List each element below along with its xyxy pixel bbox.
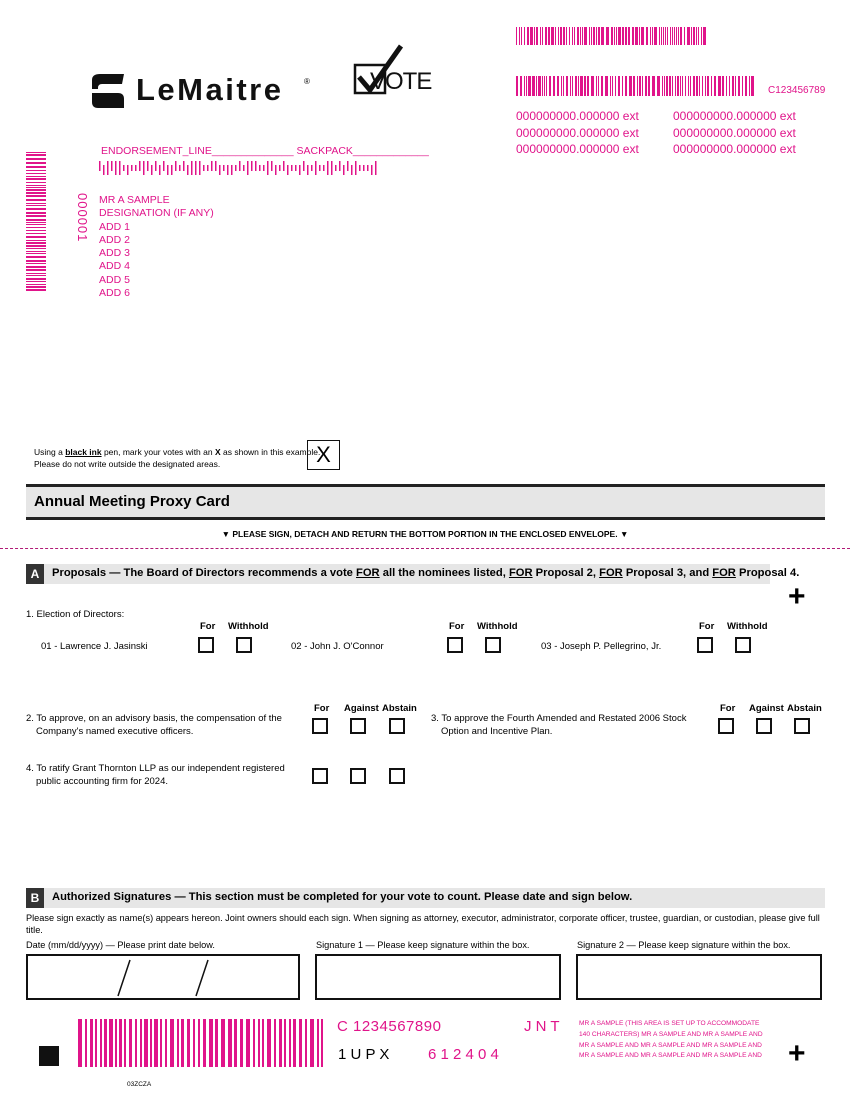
postal-barcode xyxy=(99,161,379,175)
election-label: 1. Election of Directors: xyxy=(26,609,125,620)
proposal-3-for-checkbox[interactable] xyxy=(718,718,734,734)
address-line: ADD 1 xyxy=(99,220,130,233)
abstain-header: Abstain xyxy=(787,703,822,714)
for-header: For xyxy=(200,621,216,632)
address-block xyxy=(99,194,214,300)
section-a-header xyxy=(26,564,800,584)
marking-instructions: Using a black ink pen, mark your votes with an X as shown in this example. Please do not write outside the designated areas. xyxy=(34,447,321,469)
nominee-02-for-checkbox[interactable] xyxy=(447,637,463,653)
signature-1-box[interactable] xyxy=(315,954,561,1000)
control-code: C123456789 xyxy=(768,85,826,96)
nominee-02-withhold-checkbox[interactable] xyxy=(485,637,501,653)
proposal-4-abstain-checkbox[interactable] xyxy=(389,768,405,784)
for-header: For xyxy=(720,703,736,714)
sequence-number: 000001 xyxy=(75,193,90,243)
vote-text: VOTE xyxy=(370,68,432,95)
vote-logo xyxy=(353,44,435,98)
section-b-title: Authorized Signatures — This section must be completed for your vote to count. Please date and sign below. xyxy=(52,891,633,903)
for-header: For xyxy=(314,703,330,714)
perforation-line xyxy=(0,548,850,549)
against-header: Against xyxy=(344,703,379,714)
nominee-02: 02 - John J. O'Connor xyxy=(291,641,384,652)
proposal-2-for-checkbox[interactable] xyxy=(312,718,328,734)
card-title: Annual Meeting Proxy Card xyxy=(34,493,230,510)
proposal-4-text: 4. To ratify Grant Thornton LLP as our independent registered public accounting firm for 2024. xyxy=(26,763,285,787)
proposal-3-text: 3. To approve the Fourth Amended and Restated 2006 Stock Option and Incentive Plan. xyxy=(431,713,687,737)
for-header: For xyxy=(449,621,465,632)
nominee-01-for-checkbox[interactable] xyxy=(198,637,214,653)
footer-upx: 1 U P X xyxy=(338,1046,390,1063)
plus-mark: + xyxy=(788,580,806,613)
registered-mark: ® xyxy=(304,77,310,86)
address-line: MR A SAMPLE xyxy=(99,194,170,206)
ext-col-2: 000000000.000000 ext 000000000.000000 ext 000000000.000000 ext xyxy=(673,109,796,156)
sig2-label: Signature 2 — Please keep signature within the box. xyxy=(577,940,791,950)
address-line: ADD 3 xyxy=(99,247,130,260)
section-b-header xyxy=(26,888,825,908)
abstain-header: Abstain xyxy=(382,703,417,714)
detach-notice: ▼ PLEASE SIGN, DETACH AND RETURN THE BOTTOM PORTION IN THE ENCLOSED ENVELOPE. ▼ xyxy=(221,529,629,539)
signature-2-box[interactable] xyxy=(576,954,822,1000)
section-a-title: Proposals — The Board of Directors recommends a vote FOR all the nominees listed, FOR Proposal 2, FOR Proposal 3, and FOR Proposal 4. xyxy=(52,567,800,579)
address-line: ADD 4 xyxy=(99,260,130,273)
example-x-mark: X xyxy=(316,442,331,467)
side-barcode xyxy=(26,152,46,294)
form-code: 03ZCZA xyxy=(127,1081,152,1088)
proposal-2-text: 2. To approve, on an advisory basis, the compensation of the Company's named executive officers. xyxy=(26,713,282,737)
withhold-header: Withhold xyxy=(228,621,269,632)
section-a-letter: A xyxy=(26,564,44,584)
nominee-03-for-checkbox[interactable] xyxy=(697,637,713,653)
footer-jnt: J N T xyxy=(524,1018,560,1035)
footer-sample-text: MR A SAMPLE (THIS AREA IS SET UP TO ACCOMMODATE 140 CHARACTERS) MR A SAMPLE AND MR A SAMPLE AND MR A SAMPLE AND MR A SAMPLE AND MR A SAMPLE AND MR A SAMPLE AND MR A SAMPLE AND MR A SAMPLE AND xyxy=(579,1020,763,1060)
proposal-4-for-checkbox[interactable] xyxy=(312,768,328,784)
proposal-3-abstain-checkbox[interactable] xyxy=(794,718,810,734)
withhold-header: Withhold xyxy=(727,621,768,632)
lemaitre-wordmark: LeMaitre xyxy=(136,72,284,107)
date-input-box[interactable] xyxy=(26,954,300,1000)
nominee-03-withhold-checkbox[interactable] xyxy=(735,637,751,653)
footer-code: C 1234567890 xyxy=(337,1018,442,1035)
example-mark-box xyxy=(307,440,340,470)
proposal-2-abstain-checkbox[interactable] xyxy=(389,718,405,734)
nominee-01-withhold-checkbox[interactable] xyxy=(236,637,252,653)
for-header: For xyxy=(699,621,715,632)
control-barcode xyxy=(516,76,756,96)
corner-mark xyxy=(39,1046,59,1066)
withhold-header: Withhold xyxy=(477,621,518,632)
lemaitre-mark-icon xyxy=(88,72,128,110)
date-label: Date (mm/dd/yyyy) — Please print date below. xyxy=(26,940,215,950)
footer-plus-mark: + xyxy=(788,1037,806,1070)
nominee-03: 03 - Joseph P. Pellegrino, Jr. xyxy=(541,641,662,652)
top-barcode xyxy=(516,27,708,45)
address-line: ADD 6 xyxy=(99,287,130,300)
proposal-4-against-checkbox[interactable] xyxy=(350,768,366,784)
address-line: ADD 5 xyxy=(99,273,130,286)
address-line: DESIGNATION (IF ANY) xyxy=(99,207,214,220)
ext-col-1: 000000000.000000 ext 000000000.000000 ext 000000000.000000 ext xyxy=(516,109,639,156)
against-header: Against xyxy=(749,703,784,714)
footer-barcode xyxy=(78,1019,326,1067)
signature-instructions: Please sign exactly as name(s) appears hereon. Joint owners should each sign. When signing as attorney, executor, administrator, corporate officer, trustee, guardian, or custodian, please give full title. xyxy=(26,913,820,935)
sig1-label: Signature 1 — Please keep signature within the box. xyxy=(316,940,530,950)
section-b-letter: B xyxy=(26,888,44,908)
card-title-bar xyxy=(26,484,825,520)
footer-number: 6 1 2 4 0 4 xyxy=(428,1046,499,1063)
nominee-01: 01 - Lawrence J. Jasinski xyxy=(41,641,148,652)
endorsement-line: ENDORSEMENT_LINE______________ SACKPACK_____________ xyxy=(101,145,429,157)
proposal-3-against-checkbox[interactable] xyxy=(756,718,772,734)
address-line: ADD 2 xyxy=(99,233,130,246)
proposal-2-against-checkbox[interactable] xyxy=(350,718,366,734)
